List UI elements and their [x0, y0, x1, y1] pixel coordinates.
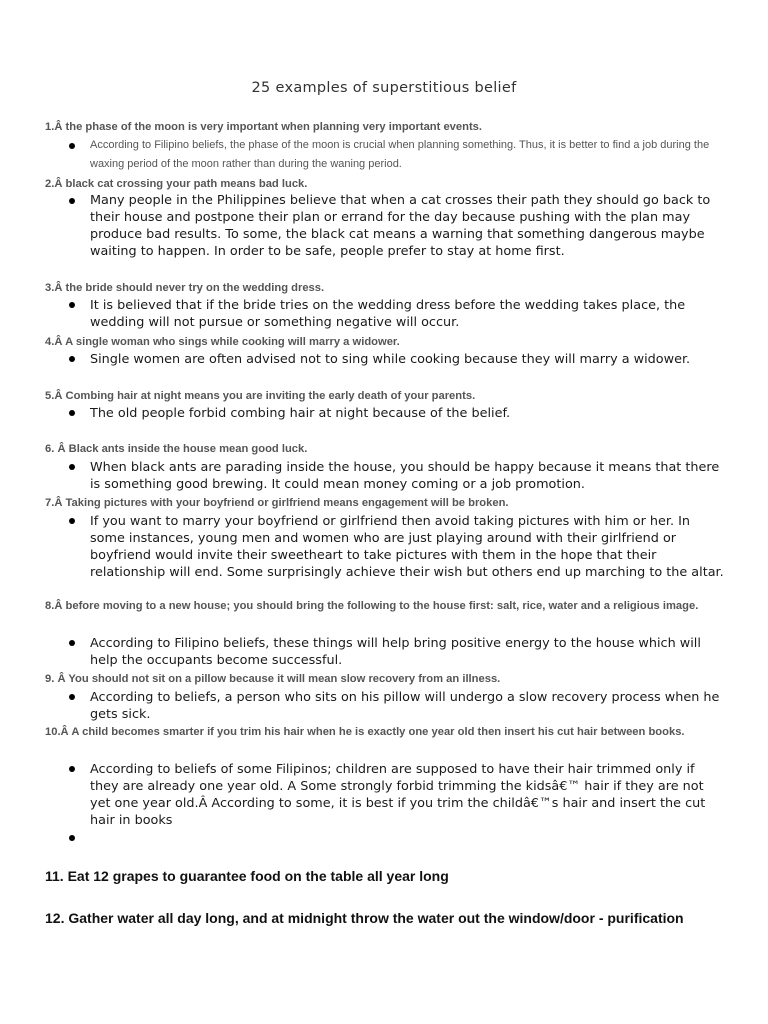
- belief-heading-5: 5.Â Combing hair at night means you are inviting the early death of your parents.: [45, 390, 476, 402]
- belief-heading-2: 2.Â black cat crossing your path means bad luck.: [45, 178, 308, 190]
- bullet-icon: [69, 464, 75, 470]
- belief-extra-11: 11. Eat 12 grapes to guarantee food on the table all year long: [45, 868, 449, 884]
- belief-text-2: Many people in the Philippines believe that when a cat crosses their path they should go back to their house and postpone their plan or errand for the day because pushing with the plan may produce bad results. To some, the black cat means a warning that something dangerous maybe waiting to happen. In order to be safe, people prefer to stay at home first.: [90, 193, 711, 259]
- belief-text-6: When black ants are parading inside the house, you should be happy because it means that there is something good brewing. It could mean money coming or a job promotion.: [90, 460, 720, 492]
- bullet-icon: [69, 766, 75, 772]
- belief-heading-10: 10.Â A child becomes smarter if you trim his hair when he is exactly one year old then insert his cut hair between books.: [45, 726, 685, 738]
- bullet-icon: [69, 143, 75, 149]
- belief-text-10: According to beliefs of some Filipinos; children are supposed to have their hair trimmed only if they are already one year old. A Some strongly forbid trimming the kidsâ€™ hair if they are not yet one year old.Â According to some, it is best if you trim the childâ€™s hair and insert the cut hair in books: [90, 762, 706, 828]
- belief-heading-8: 8.Â before moving to a new house; you should bring the following to the house first: salt, rice, water and a religious image.: [45, 600, 699, 612]
- bullet-icon: [69, 302, 75, 308]
- empty-bullet-icon: [69, 835, 75, 841]
- belief-text-4: Single women are often advised not to sing while cooking because they will marry a widower.: [90, 352, 691, 367]
- bullet-icon: [69, 640, 75, 646]
- belief-heading-7: 7.Â Taking pictures with your boyfriend or girlfriend means engagement will be broken.: [45, 497, 509, 509]
- bullet-icon: [69, 356, 75, 362]
- belief-text-8: According to Filipino beliefs, these things will help bring positive energy to the house which will help the occupants become successful.: [90, 636, 701, 668]
- belief-text-9: According to beliefs, a person who sits on his pillow will undergo a slow recovery process when he gets sick.: [90, 690, 720, 722]
- belief-heading-3: 3.Â the bride should never try on the wedding dress.: [45, 282, 325, 294]
- belief-heading-4: 4.Â A single woman who sings while cooking will marry a widower.: [45, 336, 400, 348]
- bullet-icon: [69, 694, 75, 700]
- belief-heading-6: 6. Â Black ants inside the house mean good luck.: [45, 443, 308, 455]
- belief-extra-12: 12. Gather water all day long, and at midnight throw the water out the window/door - purification: [45, 910, 684, 926]
- bullet-icon: [69, 198, 75, 204]
- belief-text-3: It is believed that if the bride tries on the wedding dress before the wedding takes place, the wedding will not pursue or something negative will occur.: [90, 298, 686, 330]
- belief-text-5: The old people forbid combing hair at night because of the belief.: [90, 406, 511, 421]
- bullet-icon: [69, 410, 75, 416]
- belief-text-1: According to Filipino beliefs, the phase of the moon is crucial when planning something. Thus, it is better to find a job during the waxing period of the moon rather than during the waning period.: [90, 139, 710, 170]
- document-title: 25 examples of superstitious belief: [251, 80, 517, 96]
- bullet-icon: [69, 518, 75, 524]
- belief-text-7: If you want to marry your boyfriend or girlfriend then avoid taking pictures with him or her. In some instances, young men and women who are just playing around with their girlfriend or boyfriend would invite their sweetheart to take pictures with them in the hope that their relationship will end. Some surprisingly achieve their wish but others end up marching to the altar.: [90, 514, 724, 580]
- belief-heading-9: 9. Â You should not sit on a pillow because it will mean slow recovery from an illness.: [45, 673, 501, 685]
- belief-heading-1: 1.Â the phase of the moon is very important when planning very important events.: [45, 121, 483, 133]
